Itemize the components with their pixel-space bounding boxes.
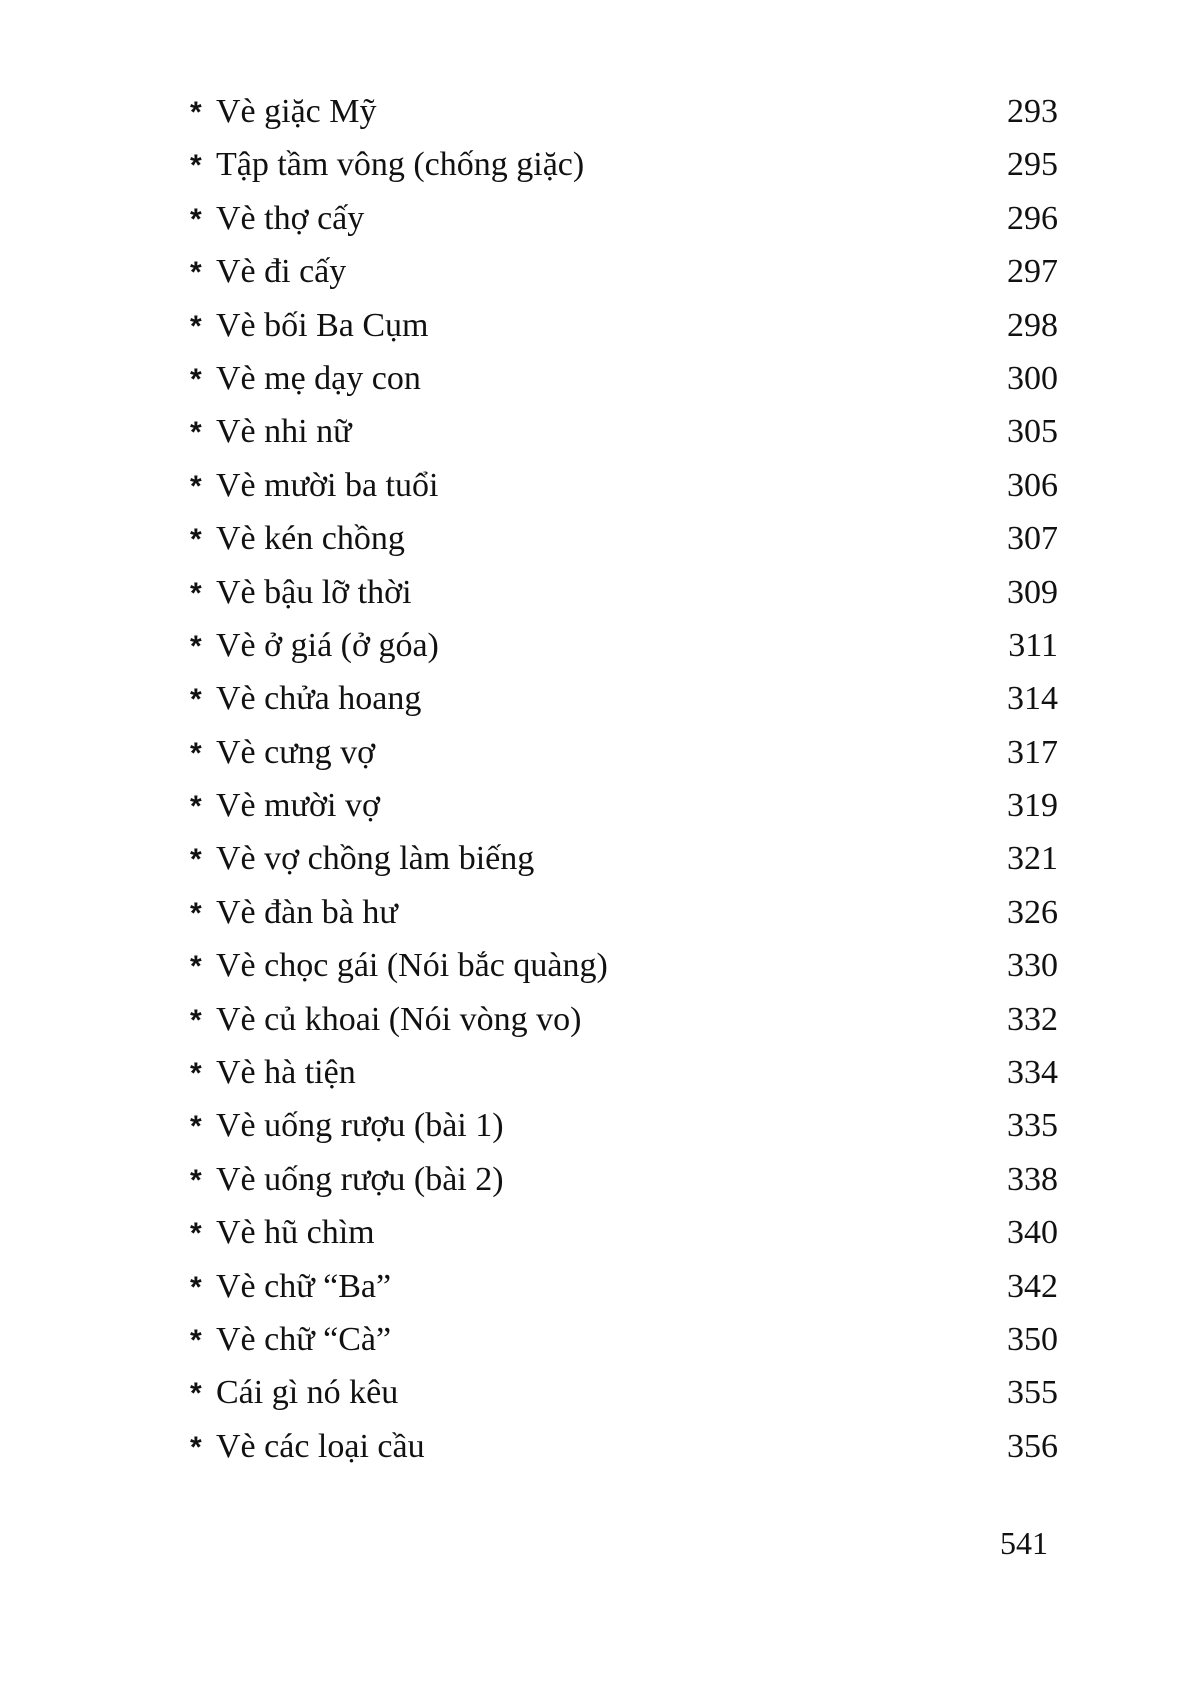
toc-entry	[190, 245, 346, 299]
toc-row	[190, 1153, 1058, 1206]
asterisk-bullet-icon: *	[190, 683, 202, 717]
toc-row	[190, 726, 1058, 779]
toc-entry-title: Vè cưng vợ	[216, 733, 376, 771]
asterisk-bullet-icon: *	[190, 96, 202, 129]
toc-entry-title: Vè giặc Mỹ	[216, 93, 377, 130]
toc-entry-page: 319	[1007, 787, 1058, 825]
asterisk-bullet-icon: *	[190, 416, 202, 450]
asterisk-bullet-icon: *	[190, 896, 202, 930]
toc-entry-title: Vè đi cấy	[216, 253, 347, 291]
toc-entry-title: Vè củ khoai (Nói vòng vo)	[216, 1000, 582, 1038]
toc-row	[190, 1313, 1058, 1366]
toc-entry	[190, 832, 534, 886]
toc-entry-page: 340	[1007, 1214, 1058, 1252]
toc-row	[190, 886, 1058, 939]
toc-entry-title: Vè chọc gái (Nói bắc quàng)	[216, 947, 608, 985]
asterisk-bullet-icon: *	[190, 362, 202, 396]
toc-entry-title: Cái gì nó kêu	[216, 1374, 399, 1412]
toc-entry	[190, 1366, 398, 1420]
toc-row	[190, 993, 1058, 1046]
toc-row	[190, 672, 1058, 725]
toc-row	[190, 1260, 1058, 1313]
toc-row	[190, 352, 1058, 405]
toc-entry-title: Vè nhi nữ	[216, 413, 352, 451]
toc-row	[190, 245, 1058, 298]
toc-entry-page: 300	[1007, 359, 1058, 397]
toc-entry-page: 342	[1007, 1267, 1058, 1305]
toc-entry-title: Vè các loại cầu	[216, 1427, 425, 1465]
toc-entry-page: 311	[1008, 626, 1058, 664]
asterisk-bullet-icon: *	[190, 950, 202, 984]
asterisk-bullet-icon: *	[190, 1323, 202, 1357]
asterisk-bullet-icon: *	[190, 256, 202, 290]
toc-row	[190, 779, 1058, 832]
toc-entry-page: 305	[1007, 413, 1058, 451]
toc-entry-title: Vè bậu lỡ thời	[216, 573, 412, 611]
toc-entry-title: Vè mười vợ	[216, 787, 380, 825]
toc-entry-page: 350	[1007, 1320, 1058, 1358]
asterisk-bullet-icon: *	[190, 1163, 202, 1197]
asterisk-bullet-icon: *	[190, 1377, 202, 1411]
toc-row	[190, 1420, 1058, 1473]
asterisk-bullet-icon: *	[190, 629, 202, 663]
asterisk-bullet-icon: *	[190, 149, 202, 183]
asterisk-bullet-icon: *	[190, 1270, 202, 1304]
toc-entry	[190, 138, 584, 192]
toc-entry	[190, 85, 377, 139]
toc-entry-page: 307	[1007, 520, 1058, 558]
toc-row	[190, 405, 1058, 458]
toc-entry-page: 293	[1007, 93, 1058, 130]
toc-list	[190, 85, 1058, 1473]
toc-entry-page: 295	[1007, 146, 1058, 184]
toc-entry-page: 335	[1007, 1107, 1058, 1145]
toc-entry	[190, 993, 581, 1047]
toc-entry-page: 355	[1007, 1374, 1058, 1412]
toc-entry	[190, 405, 352, 459]
toc-entry	[190, 1153, 504, 1207]
toc-row	[190, 192, 1058, 245]
toc-entry-page: 298	[1007, 306, 1058, 344]
toc-entry-title: Vè uống rượu (bài 1)	[216, 1107, 504, 1145]
toc-entry-title: Vè mẹ dạy con	[216, 359, 421, 397]
page-number: 541	[1000, 1525, 1048, 1561]
toc-row	[190, 832, 1058, 885]
asterisk-bullet-icon: *	[190, 1003, 202, 1037]
toc-entry-page: 338	[1007, 1160, 1058, 1198]
toc-entry	[190, 512, 405, 566]
toc-entry	[190, 1206, 375, 1260]
toc-entry-title: Vè chữ “Cà”	[216, 1320, 392, 1358]
toc-entry	[190, 1046, 356, 1100]
toc-row	[190, 939, 1058, 992]
toc-entry	[190, 1099, 504, 1153]
table-of-contents	[190, 85, 1058, 1473]
toc-entry	[190, 1420, 425, 1474]
toc-entry	[190, 459, 438, 513]
toc-entry-page: 314	[1007, 680, 1058, 718]
toc-entry-title: Vè ở giá (ở góa)	[216, 626, 439, 664]
toc-entry	[190, 1313, 391, 1367]
toc-entry-page: 332	[1007, 1000, 1058, 1038]
toc-entry	[190, 779, 380, 833]
asterisk-bullet-icon: *	[190, 576, 202, 610]
toc-entry	[190, 619, 439, 673]
toc-row	[190, 1366, 1058, 1419]
toc-entry	[190, 726, 375, 780]
toc-entry-page: 330	[1007, 947, 1058, 985]
asterisk-bullet-icon: *	[190, 843, 202, 877]
toc-row	[190, 619, 1058, 672]
asterisk-bullet-icon: *	[190, 523, 202, 557]
asterisk-bullet-icon: *	[190, 1057, 202, 1091]
toc-entry-title: Vè đàn bà hư	[216, 893, 398, 931]
toc-entry-page: 326	[1007, 893, 1058, 931]
toc-row	[190, 1046, 1058, 1099]
toc-entry-page: 296	[1007, 199, 1058, 237]
toc-entry-title: Vè kén chồng	[216, 520, 405, 558]
toc-row	[190, 85, 1058, 138]
toc-entry-title: Vè bối Ba Cụm	[216, 306, 429, 344]
toc-entry-page: 334	[1007, 1054, 1058, 1092]
asterisk-bullet-icon: *	[190, 790, 202, 824]
toc-entry-page: 321	[1007, 840, 1058, 878]
toc-entry-title: Vè thợ cấy	[216, 199, 365, 237]
toc-entry-page: 317	[1007, 733, 1058, 771]
asterisk-bullet-icon: *	[190, 202, 202, 236]
toc-entry-title: Tập tầm vông (chống giặc)	[216, 146, 585, 184]
asterisk-bullet-icon: *	[190, 469, 202, 503]
toc-entry	[190, 566, 412, 620]
asterisk-bullet-icon: *	[190, 736, 202, 770]
asterisk-bullet-icon: *	[190, 1430, 202, 1464]
toc-entry-page: 306	[1007, 466, 1058, 504]
toc-entry-title: Vè vợ chồng làm biếng	[216, 840, 535, 878]
toc-entry-title: Vè uống rượu (bài 2)	[216, 1160, 504, 1198]
toc-entry	[190, 192, 364, 246]
toc-entry	[190, 672, 421, 726]
toc-row	[190, 566, 1058, 619]
asterisk-bullet-icon: *	[190, 1110, 202, 1144]
toc-row	[190, 1099, 1058, 1152]
toc-entry-page: 356	[1007, 1427, 1058, 1465]
toc-entry	[190, 939, 608, 993]
toc-row	[190, 138, 1058, 191]
toc-entry	[190, 1260, 391, 1314]
toc-row	[190, 459, 1058, 512]
toc-entry	[190, 299, 428, 353]
toc-entry-title: Vè hà tiện	[216, 1054, 356, 1092]
toc-entry-page: 309	[1007, 573, 1058, 611]
toc-entry	[190, 352, 421, 406]
toc-row	[190, 1206, 1058, 1259]
toc-entry-title: Vè chữ “Ba”	[216, 1267, 392, 1305]
toc-entry-title: Vè hũ chìm	[216, 1214, 375, 1252]
asterisk-bullet-icon: *	[190, 309, 202, 343]
toc-entry-title: Vè mười ba tuổi	[216, 466, 439, 504]
toc-row	[190, 299, 1058, 352]
toc-entry-title: Vè chửa hoang	[216, 680, 422, 718]
asterisk-bullet-icon: *	[190, 1217, 202, 1251]
toc-entry	[190, 886, 398, 940]
toc-row	[190, 512, 1058, 565]
toc-entry-page: 297	[1007, 253, 1058, 291]
